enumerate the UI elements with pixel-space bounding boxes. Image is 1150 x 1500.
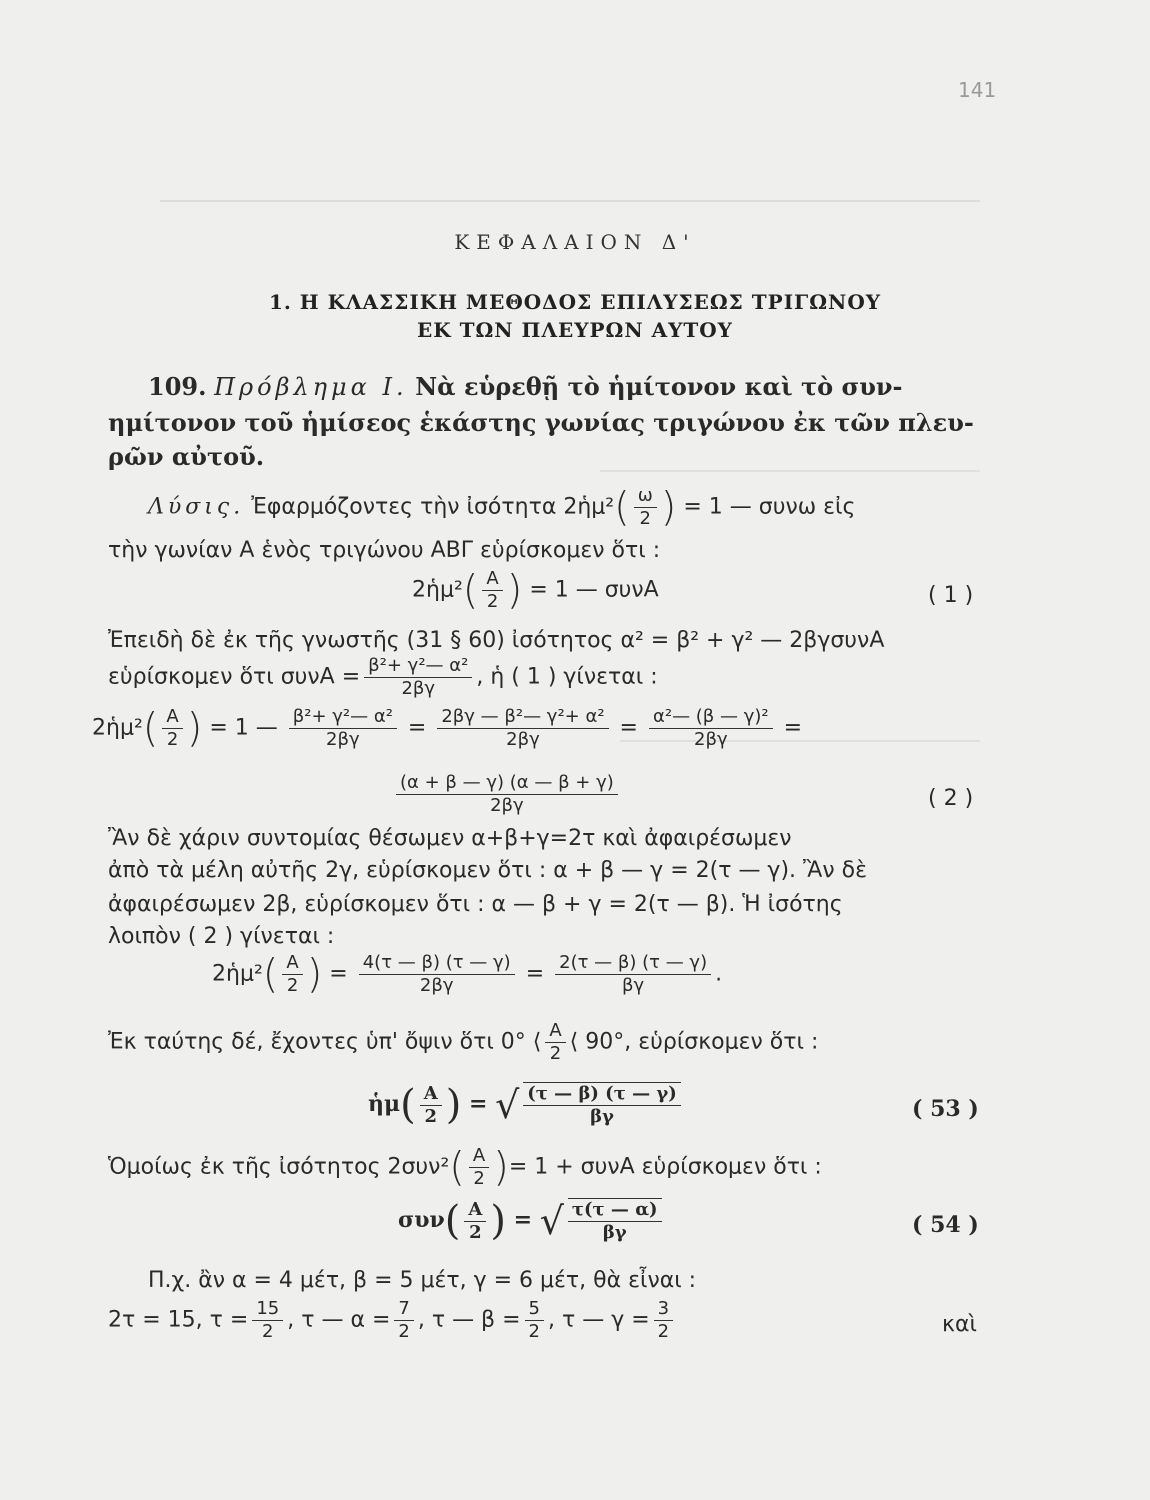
fraction xyxy=(555,952,711,997)
equation-53: ἡμ( $\frac{A}{2}$ ) = √ $\frac{(\tau — \beta) (\tau — \gamma)}{\beta\gamma}$ xyxy=(368,1082,685,1128)
numerator: Α xyxy=(420,1083,442,1106)
denominator: 2βγ xyxy=(326,729,360,750)
page-number: 141 xyxy=(958,78,997,102)
problem-text: Νὰ εὑρεθῇ τὸ ἡμίτονον καὶ τὸ συν- xyxy=(415,372,903,401)
equation-2: 2ἡμ²( $\frac{A}{2}$ ) = 1 — $\frac{\text{β²+ γ²— α²}}{2\beta\gamma}$ = $\frac{\text{2βγ — β²— γ²+ α²}}{2\beta\gamma}$ = $\frac{\text{α²— (β — γ)²}}{2\beta\gamma}$ = xyxy=(92,705,803,752)
fraction xyxy=(482,568,502,613)
denominator: 2 xyxy=(469,1221,482,1243)
fraction xyxy=(469,1145,489,1190)
denominator: 2 xyxy=(473,1168,485,1189)
text: ἡμ xyxy=(368,1091,401,1117)
denominator: 2 xyxy=(166,729,179,750)
numerator: 2(τ — β) (τ — γ) xyxy=(555,952,711,975)
text: = 1 — συνΑ xyxy=(529,577,659,603)
denominator: βγ xyxy=(602,1222,627,1243)
text: συν xyxy=(398,1207,445,1233)
fraction xyxy=(649,706,773,751)
equation-1: 2ἡμ²( $\frac{A}{2}$ ) = 1 — συνΑ xyxy=(412,567,659,614)
text: 2ἡμ² xyxy=(92,715,143,741)
numerator: Α xyxy=(162,706,182,729)
equation-number-1: ( 1 ) xyxy=(928,583,974,608)
text: Ὁμοίως ἐκ τῆς ἰσότητος 2συν² xyxy=(108,1154,450,1180)
numerator: 15 xyxy=(252,1298,283,1321)
numerator: Α xyxy=(545,1020,565,1043)
chapter-heading: ΚΕΦΑΛΑΙΟΝ Δ' xyxy=(454,230,696,254)
equation-3: 2ἡμ²( $\frac{A}{2}$ ) = $\frac{4(\tau — \beta) (\tau — \gamma)}{2\beta\gamma}$ = $\frac{2(\tau — \beta) (\tau — \gamma)}{\beta\gamma}$ . xyxy=(212,951,723,998)
numerator: ω xyxy=(634,485,657,508)
numerator: (α + β — γ) (α — β + γ) xyxy=(396,772,618,795)
fraction xyxy=(545,1020,565,1065)
denominator: 2 xyxy=(657,1321,670,1342)
numerator: Α xyxy=(482,568,502,591)
solution-line-3: Ἐπειδὴ δὲ ἐκ τῆς γνωστῆς (31 § 60) ἰσότητος α² = β² + γ² — 2βγσυνΑ xyxy=(108,628,885,653)
equation-number-54: ( 54 ) xyxy=(912,1212,979,1238)
fraction xyxy=(437,706,608,751)
numerator: β²+ γ²— α² xyxy=(364,655,472,678)
numerator: 3 xyxy=(654,1298,673,1321)
fraction xyxy=(252,1298,283,1343)
solution-line-12 xyxy=(108,1298,677,1343)
problem-line-3: ρῶν αὐτοῦ. xyxy=(108,442,265,471)
denominator: 2 xyxy=(639,508,651,529)
denominator: 2βγ xyxy=(401,678,436,699)
text: ⟨ 90°, εὑρίσκομεν ὅτι : xyxy=(569,1029,819,1055)
numerator: (τ — β) (τ — γ) xyxy=(523,1083,680,1106)
fraction xyxy=(568,1198,662,1244)
problem-label: Πρόβλημα Ι. xyxy=(214,373,408,401)
numerator: Α xyxy=(464,1199,486,1222)
solution-line-4 xyxy=(108,655,658,700)
solution-line-5: Ἂν δὲ χάριν συντομίας θέσωμεν α+β+γ=2τ καὶ ἀφαιρέσωμεν xyxy=(108,826,792,851)
numerator: Α xyxy=(469,1145,489,1168)
numerator: 5 xyxy=(525,1298,544,1321)
text: , τ — β = xyxy=(417,1307,521,1333)
denominator: 2 xyxy=(549,1043,562,1064)
fraction xyxy=(464,1199,486,1244)
trailing-word: καὶ xyxy=(942,1312,977,1337)
text: Ἐφαρμόζοντες τὴν ἰσότητα 2ἡμ² xyxy=(251,494,615,520)
text: , ἡ ( 1 ) γίνεται : xyxy=(476,664,658,690)
solution-line-11: Π.χ. ἂν α = 4 μέτ, β = 5 μέτ, γ = 6 μέτ, θὰ εἶναι : xyxy=(148,1268,697,1293)
fraction xyxy=(394,1298,413,1343)
denominator: βγ xyxy=(590,1106,614,1127)
denominator: 2 xyxy=(286,975,299,996)
text: = 1 — xyxy=(209,715,278,741)
fraction xyxy=(420,1083,442,1128)
fraction xyxy=(359,952,515,997)
fraction xyxy=(289,706,397,751)
solution-line-6: ἀπὸ τὰ μέλη αὐτῆς 2γ, εὑρίσκομεν ὅτι : α + β — γ = 2(τ — γ). Ἂν δὲ xyxy=(108,858,867,883)
fraction xyxy=(523,1082,680,1128)
fraction xyxy=(282,952,302,997)
text: 2ἡμ² xyxy=(412,577,463,603)
text: Ἐκ ταύτης δέ, ἔχοντες ὑπ' ὄψιν ὅτι 0° ⟨ xyxy=(108,1029,542,1055)
section-title-line-1: 1. Η ΚΛΑΣΣΙΚΗ ΜΕΘΟΔΟΣ ΕΠΙΛΥΣΕΩΣ ΤΡΙΓΩΝΟΥ xyxy=(268,290,882,314)
denominator: 2 xyxy=(486,591,499,612)
problem-line-1 xyxy=(148,372,902,401)
fraction xyxy=(396,772,618,817)
numerator: 4(τ — β) (τ — γ) xyxy=(359,952,515,975)
text: εὑρίσκομεν ὅτι συνΑ = xyxy=(108,664,361,690)
text: , τ — γ = xyxy=(547,1307,650,1333)
denominator: 2βγ xyxy=(490,795,524,816)
solution-line-9 xyxy=(108,1020,818,1065)
denominator: 2βγ xyxy=(694,729,728,750)
numerator: β²+ γ²— α² xyxy=(289,706,397,729)
equation-54: συν( $\frac{A}{2}$ ) = √ $\frac{\tau(\tau — \alpha)}{\beta\gamma}$ xyxy=(398,1198,666,1244)
denominator: 2βγ xyxy=(419,975,454,996)
solution-label: Λύσις. xyxy=(148,494,245,520)
denominator: 2 xyxy=(398,1321,410,1342)
section-title-line-2: ΕΚ ΤΩΝ ΠΛΕΥΡΩΝ ΑΥΤΟΥ xyxy=(417,318,733,342)
radical-sign: √ xyxy=(495,1083,520,1127)
problem-number: 109. xyxy=(148,372,207,401)
text: 2τ = 15, τ = xyxy=(108,1307,249,1333)
denominator: 2 xyxy=(262,1321,274,1342)
equation-2-continued xyxy=(392,772,622,817)
numerator: α²— (β — γ)² xyxy=(649,706,773,729)
solution-line-1: Λύσις. Ἐφαρμόζοντες τὴν ἰσότητα 2ἡμ²( $\frac{\omega}{2}$ ) = 1 — συνω εἰς xyxy=(148,484,856,531)
denominator: βγ xyxy=(622,975,645,996)
denominator: 2 xyxy=(424,1105,437,1127)
solution-line-2: τὴν γωνίαν Α ἑνὸς τριγώνου ΑΒΓ εὑρίσκομεν ὅτι : xyxy=(108,538,661,563)
fraction xyxy=(364,655,472,700)
solution-line-10: Ὁμοίως ἐκ τῆς ἰσότητος 2συν²( $\frac{A}{2}$ )= 1 + συνΑ εὑρίσκομεν ὅτι : xyxy=(108,1144,822,1191)
problem-line-2: ημίτονον τοῦ ἡμίσεος ἑκάστης γωνίας τριγώνου ἐκ τῶν πλευ- xyxy=(108,408,974,437)
text: = 1 — συνω εἰς xyxy=(683,494,856,520)
fraction xyxy=(162,706,182,751)
text: 2ἡμ² xyxy=(212,961,263,987)
fraction xyxy=(634,485,657,530)
numerator: 7 xyxy=(394,1298,413,1321)
text: = 1 + συνΑ εὑρίσκομεν ὅτι : xyxy=(508,1154,822,1180)
numerator: τ(τ — α) xyxy=(568,1199,662,1222)
fraction xyxy=(654,1298,673,1343)
denominator: 2 xyxy=(528,1321,540,1342)
solution-line-7: ἀφαιρέσωμεν 2β, εὑρίσκομεν ὅτι : α — β + γ = 2(τ — β). Ἡ ἰσότης xyxy=(108,892,843,917)
radical-sign: √ xyxy=(539,1199,564,1243)
solution-line-8: λοιπὸν ( 2 ) γίνεται : xyxy=(108,924,335,949)
text: , τ — α = xyxy=(287,1307,391,1333)
equation-number-2: ( 2 ) xyxy=(928,786,974,811)
fraction xyxy=(525,1298,544,1343)
numerator: 2βγ — β²— γ²+ α² xyxy=(437,706,608,729)
denominator: 2βγ xyxy=(506,729,540,750)
numerator: Α xyxy=(282,952,302,975)
bleed-through-mark xyxy=(160,150,980,202)
equation-number-53: ( 53 ) xyxy=(912,1096,979,1122)
